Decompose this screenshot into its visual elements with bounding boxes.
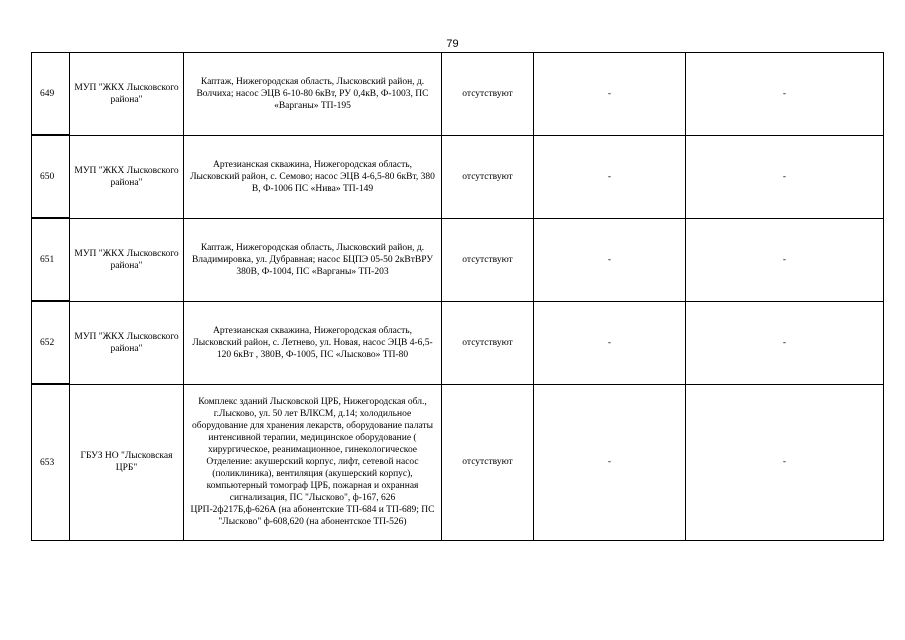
column-6-cell: - bbox=[686, 218, 884, 301]
organization-cell: МУП "ЖКХ Лысковского района" bbox=[70, 218, 184, 301]
status-cell: отсутствуют bbox=[442, 301, 534, 384]
object-description-cell: Артезианская скважина, Нижегородская область, Лысковский район, с. Семово; насос ЭЦВ 4-6,5-80 6кВт, 380 В, Ф-1006 ПС «Нива» ТП-149 bbox=[184, 135, 442, 218]
column-6-cell: - bbox=[686, 384, 884, 541]
status-cell: отсутствуют bbox=[442, 218, 534, 301]
row-number: 651 bbox=[32, 218, 70, 301]
organization-cell: МУП "ЖКХ Лысковского района" bbox=[70, 135, 184, 218]
object-description-cell: Комплекс зданий Лысковской ЦРБ, Нижегородская обл., г.Лысково, ул. 50 лет ВЛКСМ, д.14; холодильное оборудование для хранения лекарств, оборудование палаты интенсивной терапии, медицинское оборудование ( хирургическое, реанимационное, гинекологическое Отделение: акушерский корпус, лифт, сетевой насос (поликлиника), вентиляция (акушерский корпус), компьютерный томограф ЦРБ, пожарная и охранная сигнализация, ПС "Лысково", ф-167, 626 ЦРП-2ф217Б,ф-626А (на абонентские ТП-684 и ТП-689; ПС "Лысково" ф-608,620 (на абонентское ТП-526) bbox=[184, 384, 442, 541]
object-description-cell: Артезианская скважина, Нижегородская область, Лысковский район, с. Летнево, ул. Новая, насос ЭЦВ 4-6,5-120 6кВт , 380В, Ф-1005, ПС «Лысково» ТП-80 bbox=[184, 301, 442, 384]
object-description-cell: Каптаж, Нижегородская область, Лысковский район, д. Волчиха; насос ЭЦВ 6-10-80 6кВт, РУ 0,4кВ, Ф-1003, ПС «Варганы» ТП-195 bbox=[184, 53, 442, 136]
object-description-cell: Каптаж, Нижегородская область, Лысковский район, д. Владимировка, ул. Дубравная; насос БЦПЭ 05-50 2кВтВРУ 380В, Ф-1004, ПС «Варганы» ТП-203 bbox=[184, 218, 442, 301]
column-5-cell: - bbox=[534, 135, 686, 218]
row-number: 652 bbox=[32, 301, 70, 384]
column-5-cell: - bbox=[534, 384, 686, 541]
table-row bbox=[32, 135, 884, 218]
column-6-cell: - bbox=[686, 301, 884, 384]
table-row bbox=[32, 53, 884, 136]
row-number: 653 bbox=[32, 384, 70, 541]
organization-cell: МУП "ЖКХ Лысковского района" bbox=[70, 301, 184, 384]
column-5-cell: - bbox=[534, 301, 686, 384]
column-6-cell: - bbox=[686, 53, 884, 136]
status-cell: отсутствуют bbox=[442, 135, 534, 218]
registry-table bbox=[31, 52, 884, 541]
organization-cell: ГБУЗ НО "Лысковская ЦРБ" bbox=[70, 384, 184, 541]
organization-cell: МУП "ЖКХ Лысковского района" bbox=[70, 53, 184, 136]
table-row bbox=[32, 218, 884, 301]
row-number: 650 bbox=[32, 135, 70, 218]
column-5-cell: - bbox=[534, 218, 686, 301]
page-number: 79 bbox=[446, 38, 459, 50]
column-5-cell: - bbox=[534, 53, 686, 136]
status-cell: отсутствуют bbox=[442, 384, 534, 541]
table-row bbox=[32, 301, 884, 384]
table-row bbox=[32, 384, 884, 541]
column-6-cell: - bbox=[686, 135, 884, 218]
row-number: 649 bbox=[32, 53, 70, 136]
status-cell: отсутствуют bbox=[442, 53, 534, 136]
